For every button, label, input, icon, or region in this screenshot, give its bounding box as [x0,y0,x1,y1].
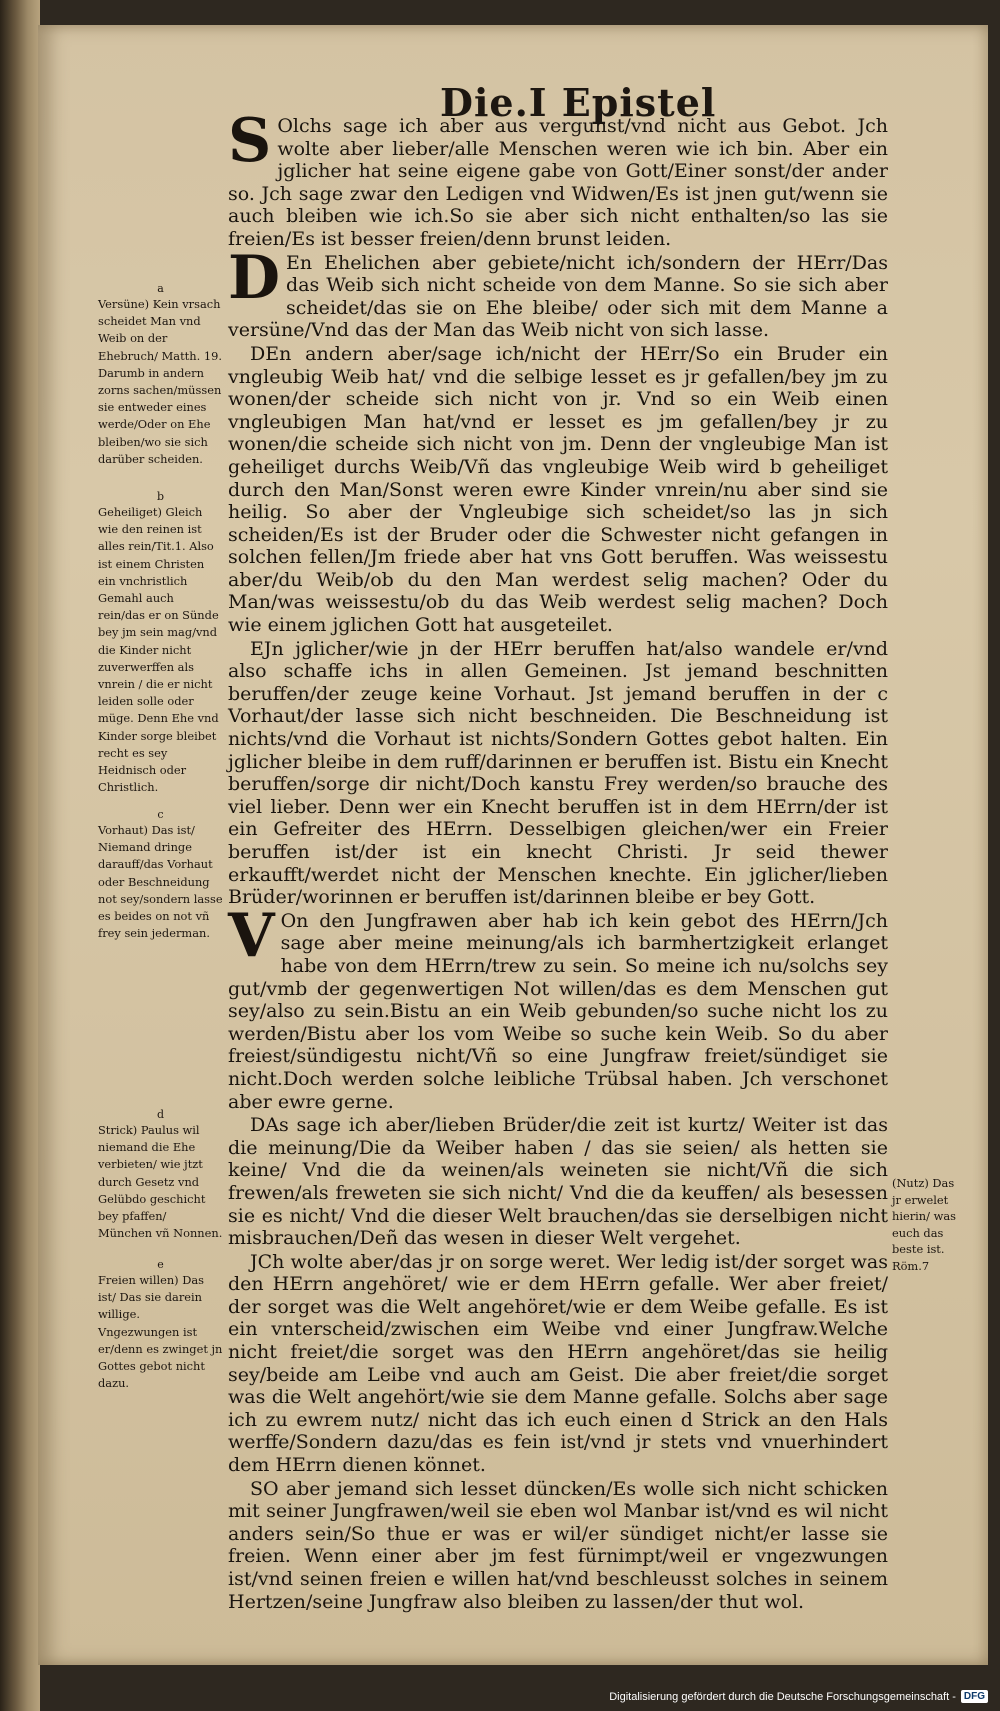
margin-gloss-a [98,282,223,468]
right-margin-gloss: (Nutz) Das jr erwelet hierin/ was euch das beste ist. Röm.7 [892,1176,956,1273]
paragraph-2 [228,242,888,342]
gloss-mark: d [156,1108,165,1121]
gloss-text: Geheiliget) Gleich wie den reinen ist alles rein/Tit.1. Also ist einem Christen ein vnchristlich Gemahl auch rein/das er on Sünde bey jm sein mag/vnd die Kinder nicht zuverwerffen als vnrein / die er nicht leiden solle oder müge. Denn Ehe vnd Kinder sorge bleibet recht es sey Heidnisch oder Christlich. [98,505,219,795]
paragraph-7: JCh wolte aber/das jr on sorge weret. Wer ledig ist/der sorget was den HErrn angehöret/ wie er dem HErrn gefalle. Wer aber freiet/ der sorget was die Welt angehöret/wie er dem Weibe gefalle. Es ist ein vnterscheid/zwischen eim Weibe vnd einer Jungfraw.Welche nicht freiet/die sorget was den HErrn angehöret/das sie heilig sey/beide am Leibe vnd auch am Geist. Die aber freiet/die sorget was die Welt angehört/wie sie dem Manne gefalle. Solchs aber sage ich zu ewrem nutz/ nicht das ich euch einen d Strick an den Hals werffe/Sondern dazu/das es fein ist/vnd jr stets vnd vnuerhindert dem HErrn dienen könnet. [228,1250,888,1477]
gloss-text: Vorhaut) Das ist/ Niemand dringe darauff/das Vorhaut oder Beschneidung not sey/sondern lasse es beides on not vñ frey sein jederman. [98,823,223,941]
gloss-text: Freien willen) Das ist/ Das sie darein willige. Vngezwungen ist er/denn es zwinget jn Gottes gebot nicht dazu. [98,1273,223,1391]
digitization-footer [609,1690,988,1703]
main-text-column [228,106,888,1614]
paragraph-8: SO aber jemand sich lesset düncken/Es wolle sich nicht schicken mit seiner Jungfrawen/weil sie eben wol Manbar ist/vnd es wil nicht anders sein/So thue er was er wil/er sündiget nicht/er lasse sie freien. Wenn einer aber jm fest fürnimpt/weil er vngezwungen ist/vnd seinen freien e willen hat/vnd beschleusst solches in seinem Hertzen/seine Jungfraw also bleiben zu lassen/der thut wol. [228,1477,888,1613]
paragraph-text: En Ehelichen aber gebiete/nicht ich/sondern der HErr/Das das Weib sich nicht scheide von dem Manne. So sie sich aber scheidet/das sie on Ehe bleibe/ oder sich mit dem Manne a versüne/Vnd das der Man das Weib nicht von sich lasse. [228,251,888,342]
drop-cap-initial: S [228,106,272,176]
margin-gloss-c [98,808,223,942]
margin-gloss-d [98,1108,223,1242]
gloss-text: Strick) Paulus wil niemand die Ehe verbieten/ wie jtzt durch Gesetz vnd Gelübdo geschicht bey pfaffen/ München vñ Nonnen. [98,1123,223,1241]
gloss-mark: e [157,1258,164,1271]
paragraph-text: Olchs sage ich aber aus vergunst/vnd nicht aus Gebot. Jch wolte aber lieber/alle Menschen weren wie ich bin. Aber ein jglicher hat seine eigene gabe von Gott/Einer sonst/der ander so. Jch sage zwar den Ledigen vnd Widwen/Es ist jnen gut/wenn sie auch bleiben wie ich.So sie aber sich nicht enthalten/so las sie freien/Es ist besser freien/denn brunst leiden. [228,115,888,250]
drop-cap-initial: V [228,900,275,971]
gloss-mark: b [156,490,165,503]
margin-gloss-b [98,490,223,796]
gloss-text: Versüne) Kein vrsach scheidet Man vnd Weib on der Ehebruch/ Matth. 19. Darumb in andern zorns sachen/müssen sie entweder eines werde/Oder on Ehe bleiben/wo sie sich darüber scheiden. [98,297,222,466]
margin-gloss-e [98,1258,223,1392]
dfg-logo: DFG [961,1690,988,1703]
paragraph-6: DAs sage ich aber/lieben Brüder/die zeit ist kurtz/ Weiter ist das die meinung/Die da Weiber haben / das sie seien/ als hetten sie keine/ Vnd die da weinen/als weineten sie nicht/Vñ die sich frewen/als freweten sie sich nicht/ Vnd die da keuffen/ als besessen sie es nicht/ Vnd die dieser Welt brauchen/das sie derselbigen nicht misbrauchen/Deñ das wesen in dieser Welt vergehet. [228,1114,888,1250]
paragraph-3: DEn andern aber/sage ich/nicht der HErr/So ein Bruder ein vngleubig Weib hat/ vnd die selbige lesset es jr gefallen/bey jm zu wonen/der scheide sich nicht von jr. Vnd so ein Weib einen vngleubigen Man hat/vnd er lesset es jm gefallen/bey jr zu wonen/die scheide sich nicht von jm. Denn der vngleubige Man ist geheiliget durchs Weib/Vñ das vngleubige Weib wird b geheiliget durch den Man/Sonst weren ewre Kinder vnrein/nu aber sind sie heilig. So aber der Vngleubige sich scheidet/so las jn sich scheiden/Es ist der Bruder oder die Schwester nicht gefangen in solchen fellen/Jm friede aber hat vns Gott beruffen. Was weissestu aber/du Weib/ob du den Man werdest selig machen? Oder du Man/was weissestu/ob du das Weib werdest selig machen? Doch wie einem jglichen Gott hat ausgeteilet. [228,342,888,637]
gloss-mark: a [157,282,164,295]
footer-text: Digitalisierung gefördert durch die Deutsche Forschungsgemeinschaft - [609,1690,956,1703]
book-spine-edge [0,0,40,1711]
paragraph-5 [228,900,888,1113]
gloss-mark: c [157,808,164,821]
paragraph-text: On den Jungfrawen aber hab ich kein gebot des HErrn/Jch sage aber meine meinung/als ich barmhertzigkeit erlanget habe von dem HErrn/trew zu sein. So meine ich nu/solchs sey gut/vmb der gegenwertigen Not willen/das es dem Menschen gut sey/also zu sein.Bistu an ein Weib gebunden/so suche nicht los zu werden/Bistu aber los vom Weibe so suche kein Weib. So du aber freiest/sündigestu nicht/Vñ so eine Jungfraw freiet/sündiget sie nicht.Doch werden solche leibliche Trübsal haben. Jch verschonet aber ewre gerne. [228,909,888,1113]
drop-cap-initial: D [228,242,281,313]
paragraph-4: EJn jglicher/wie jn der HErr beruffen hat/also wandele er/vnd also schaffe ichs in allen Gemeinen. Jst jemand beschnitten beruffen/der zeuge keine Vorhaut. Jst jemand beruffen in der c Vorhaut/der lasse sich nicht beschneiden. Die Beschneidung ist nichts/vnd die Vorhaut ist nichts/Sondern Gottes gebot halten. Ein jglicher bleibe in dem ruff/darinnen er beruffen ist. Bistu ein Knecht beruffen/sorge dir nicht/Doch kanstu Frey werden/so brauche des viel lieber. Denn wer ein Knecht beruffen ist in dem HErrn/der ist ein Gefreiter des HErrn. Desselbigen gleichen/wer ein Freier beruffen ist/der ist ein knecht Christi. Jr seid thewer erkaufft/werdet nicht der Menschen knechte. Ein jglicher/lieben Brüder/worinnen er beruffen ist/darinnen bleibe er bey Gott. [228,637,888,909]
paragraph-1 [228,106,888,251]
page-title: Die.I Epistel [440,80,717,125]
